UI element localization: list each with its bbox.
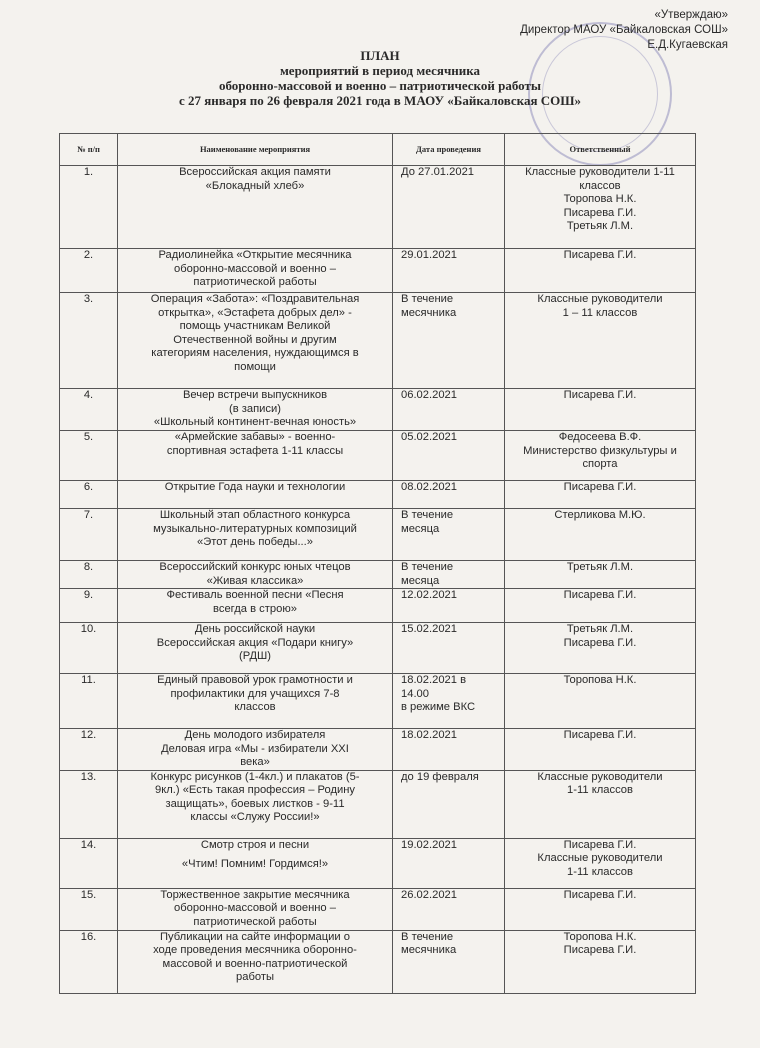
responsible-line: Писарева Г.И. [563, 838, 637, 851]
date-line: 06.02.2021 [401, 389, 457, 401]
date-line: В течение [401, 293, 454, 305]
cell-date [393, 509, 505, 561]
responsible-line: Классные руководители [537, 770, 663, 783]
date-line: До 27.01.2021 [401, 166, 475, 178]
title-line: мероприятий в период месячника [279, 63, 481, 78]
cell-date [393, 674, 505, 729]
cell-event [118, 561, 393, 589]
event-line: Публикации на сайте информации о [160, 930, 350, 943]
director-name: Е.Д.Кугаевская [647, 39, 728, 51]
cell-event [118, 623, 393, 674]
table-row [60, 589, 696, 623]
date-line: 29.01.2021 [401, 249, 457, 261]
responsible-line: Писарева Г.И. [563, 636, 637, 649]
event-line: Всероссийский конкурс юных чтецов [159, 561, 351, 573]
date-line: 18.02.2021 в [401, 674, 467, 686]
cell-event [118, 389, 393, 431]
responsible-line: Писарева Г.И. [563, 389, 637, 401]
responsible-line: Федосеева В.Ф. [558, 431, 642, 443]
event-line: помощи [234, 360, 276, 373]
approval-block [520, 8, 728, 53]
cell-num: 7. [60, 509, 118, 561]
header-responsible: Ответственный [505, 134, 696, 166]
event-line: Отечественной войны и другим [173, 333, 337, 346]
cell-date [393, 431, 505, 481]
event-line: Деловая игра «Мы - избиратели XXI [161, 742, 349, 755]
date-line: 05.02.2021 [401, 431, 457, 443]
cell-responsible [505, 561, 696, 589]
event-line: (в записи) [228, 402, 281, 415]
cell-responsible [505, 674, 696, 729]
event-line: категориям населения, нуждающимся в [151, 347, 359, 359]
table-row [60, 389, 696, 431]
cell-date [393, 888, 505, 930]
cell-date [393, 249, 505, 293]
responsible-line: Классные руководители [537, 293, 663, 305]
title-line: с 27 января по 26 февраля 2021 года в МАОУ «Байкаловская СОШ» [178, 93, 582, 108]
director-line: Директор МАОУ «Байкаловская СОШ» [520, 24, 728, 36]
event-line: Радиолинейка «Открытие месячника [158, 249, 352, 261]
responsible-line: Торопова Н.К. [563, 930, 637, 943]
cell-event [118, 166, 393, 249]
cell-responsible [505, 589, 696, 623]
cell-date [393, 481, 505, 509]
event-line: Всероссийская акция памяти [179, 166, 331, 178]
responsible-line: Стерликова М.Ю. [554, 509, 646, 521]
event-line: профилактики для учащихся 7-8 [170, 687, 340, 700]
cell-num: 12. [60, 729, 118, 771]
responsible-line: Торопова Н.К. [563, 674, 637, 686]
date-line: В течение [401, 561, 454, 573]
header-num: № п/п [60, 134, 118, 166]
cell-event [118, 509, 393, 561]
cell-date [393, 389, 505, 431]
date-line: в режиме ВКС [401, 701, 476, 713]
table-row [60, 293, 696, 389]
document-title [0, 48, 760, 108]
event-line: Открытие Года науки и технологии [164, 481, 346, 493]
date-line: 12.02.2021 [401, 589, 457, 601]
cell-date [393, 930, 505, 993]
responsible-line: классов [579, 179, 621, 192]
approval-line: «Утверждаю» [654, 9, 728, 21]
cell-responsible [505, 770, 696, 838]
responsible-line: Классные руководители 1-11 [525, 166, 675, 178]
event-line: патриотической работы [193, 915, 317, 928]
cell-responsible [505, 293, 696, 389]
date-line: месячника [401, 944, 457, 956]
cell-responsible [505, 431, 696, 481]
event-line: оборонно-массовой и военно – [174, 902, 336, 914]
date-line: месячника [401, 306, 457, 319]
cell-num: 4. [60, 389, 118, 431]
cell-num: 16. [60, 930, 118, 993]
event-line: «Блокадный хлеб» [205, 179, 305, 192]
cell-num: 9. [60, 589, 118, 623]
table-row [60, 481, 696, 509]
event-line: Конкурс рисунков (1-4кл.) и плакатов (5- [150, 770, 360, 783]
event-line: классов [234, 701, 276, 713]
event-line: Торжественное закрытие месячника [160, 888, 350, 901]
date-line: 15.02.2021 [401, 623, 457, 635]
events-table [59, 133, 696, 994]
table-row [60, 249, 696, 293]
cell-num: 11. [60, 674, 118, 729]
event-line: Единый правовой урок грамотности и [157, 674, 353, 686]
event-line: 9кл.) «Есть такая профессия – Родину [154, 784, 356, 796]
event-line: музыкально-литературных композиций [153, 522, 357, 535]
responsible-line: Писарева Г.И. [563, 888, 637, 901]
cell-num: 3. [60, 293, 118, 389]
responsible-line: Торопова Н.К. [563, 193, 637, 205]
event-line: открытка», «Эстафета добрых дел» - [158, 306, 352, 319]
cell-responsible [505, 389, 696, 431]
cell-event [118, 293, 393, 389]
cell-event [118, 838, 393, 888]
event-line: века» [240, 756, 270, 768]
event-line: День российской науки [194, 623, 316, 635]
cell-responsible [505, 930, 696, 993]
cell-event [118, 481, 393, 509]
header-event: Наименование мероприятия [118, 134, 393, 166]
date-line: 18.02.2021 [401, 729, 457, 741]
cell-date [393, 838, 505, 888]
cell-date [393, 770, 505, 838]
date-line: 26.02.2021 [401, 888, 457, 901]
responsible-line: Писарева Г.И. [563, 729, 637, 741]
responsible-line: Третьяк Л.М. [566, 220, 634, 232]
cell-event [118, 431, 393, 481]
date-line: В течение [401, 930, 454, 943]
responsible-line: Классные руководители [537, 852, 663, 864]
responsible-line: Писарева Г.И. [563, 481, 637, 493]
title-line: ПЛАН [360, 48, 400, 63]
event-line: «Чтим! Помним! Гордимся!» [181, 858, 329, 870]
cell-responsible [505, 481, 696, 509]
responsible-line: Писарева Г.И. [563, 589, 637, 601]
table-row [60, 431, 696, 481]
table-row [60, 623, 696, 674]
event-line: Смотр строя и песни [200, 838, 310, 851]
table-row [60, 166, 696, 249]
event-line: Школьный этап областного конкурса [159, 509, 351, 521]
event-line: классы «Служу России!» [190, 811, 320, 823]
responsible-line: 1-11 классов [567, 865, 633, 878]
event-line: ходе проведения месячника оборонно- [153, 944, 357, 956]
cell-event [118, 249, 393, 293]
cell-responsible [505, 729, 696, 771]
table-row [60, 888, 696, 930]
event-line: «Армейские забавы» - военно- [174, 431, 336, 443]
cell-event [118, 589, 393, 623]
event-line: Вечер встречи выпускников [182, 389, 328, 401]
cell-event [118, 729, 393, 771]
table-row [60, 561, 696, 589]
cell-responsible [505, 888, 696, 930]
event-line: патриотической работы [193, 276, 317, 288]
responsible-line: 1 – 11 классов [562, 306, 638, 319]
responsible-line: Министерство физкультуры и [523, 444, 677, 457]
event-line: всегда в строю» [213, 602, 297, 615]
event-line: спортивная эстафета 1-11 классы [166, 444, 344, 457]
cell-event [118, 770, 393, 838]
cell-responsible [505, 249, 696, 293]
cell-num: 1. [60, 166, 118, 249]
cell-event [118, 674, 393, 729]
event-line: помощь участникам Великой [179, 320, 331, 332]
date-line: месяца [401, 574, 440, 587]
cell-date [393, 729, 505, 771]
event-line: Фестиваль военной песни «Песня [166, 589, 344, 601]
cell-event [118, 930, 393, 993]
table-row [60, 770, 696, 838]
event-line: День молодого избирателя [184, 729, 326, 741]
responsible-line: Писарева Г.И. [563, 944, 637, 956]
date-line: месяца [401, 522, 440, 535]
event-line: Всероссийская акция «Подари книгу» [156, 636, 354, 649]
date-line: 14.00 [401, 687, 429, 700]
event-line: (РДШ) [239, 650, 271, 662]
cell-responsible [505, 509, 696, 561]
table-row [60, 509, 696, 561]
header-date: Дата проведения [393, 134, 505, 166]
cell-event [118, 888, 393, 930]
event-line: Операция «Забота»: «Поздравительная [150, 293, 360, 305]
event-line: защищать», боевых листков - 9-11 [165, 797, 345, 810]
cell-num: 14. [60, 838, 118, 888]
cell-responsible [505, 166, 696, 249]
responsible-line: Писарева Г.И. [563, 249, 637, 261]
cell-date [393, 589, 505, 623]
table-row [60, 930, 696, 993]
cell-date [393, 623, 505, 674]
date-line: до 19 февраля [401, 770, 479, 783]
cell-num: 2. [60, 249, 118, 293]
date-line: В течение [401, 509, 454, 521]
title-line: оборонно-массовой и военно – патриотической работы [218, 78, 542, 93]
responsible-line: Третьяк Л.М. [566, 623, 634, 635]
cell-date [393, 561, 505, 589]
table-header-row [60, 134, 696, 166]
responsible-line: спорта [582, 458, 618, 470]
event-line: оборонно-массовой и военно – [174, 262, 336, 275]
cell-num: 6. [60, 481, 118, 509]
event-line: работы [236, 971, 274, 983]
cell-num: 13. [60, 770, 118, 838]
date-line: 08.02.2021 [401, 481, 457, 493]
responsible-line: Писарева Г.И. [563, 206, 637, 219]
responsible-line: 1-11 классов [567, 784, 633, 796]
cell-num: 8. [60, 561, 118, 589]
table-row [60, 838, 696, 888]
cell-num: 10. [60, 623, 118, 674]
event-line: «Живая классика» [206, 574, 304, 587]
event-line: «Школьный континент-вечная юность» [153, 416, 357, 428]
table-row [60, 729, 696, 771]
cell-date [393, 166, 505, 249]
table-row [60, 674, 696, 729]
cell-num: 15. [60, 888, 118, 930]
responsible-line: Третьяк Л.М. [566, 561, 634, 573]
date-line: 19.02.2021 [401, 838, 457, 851]
cell-date [393, 293, 505, 389]
event-line: массовой и военно-патриотической [162, 957, 348, 970]
cell-responsible [505, 838, 696, 888]
cell-responsible [505, 623, 696, 674]
cell-num: 5. [60, 431, 118, 481]
event-line: «Этот день победы...» [197, 536, 313, 548]
